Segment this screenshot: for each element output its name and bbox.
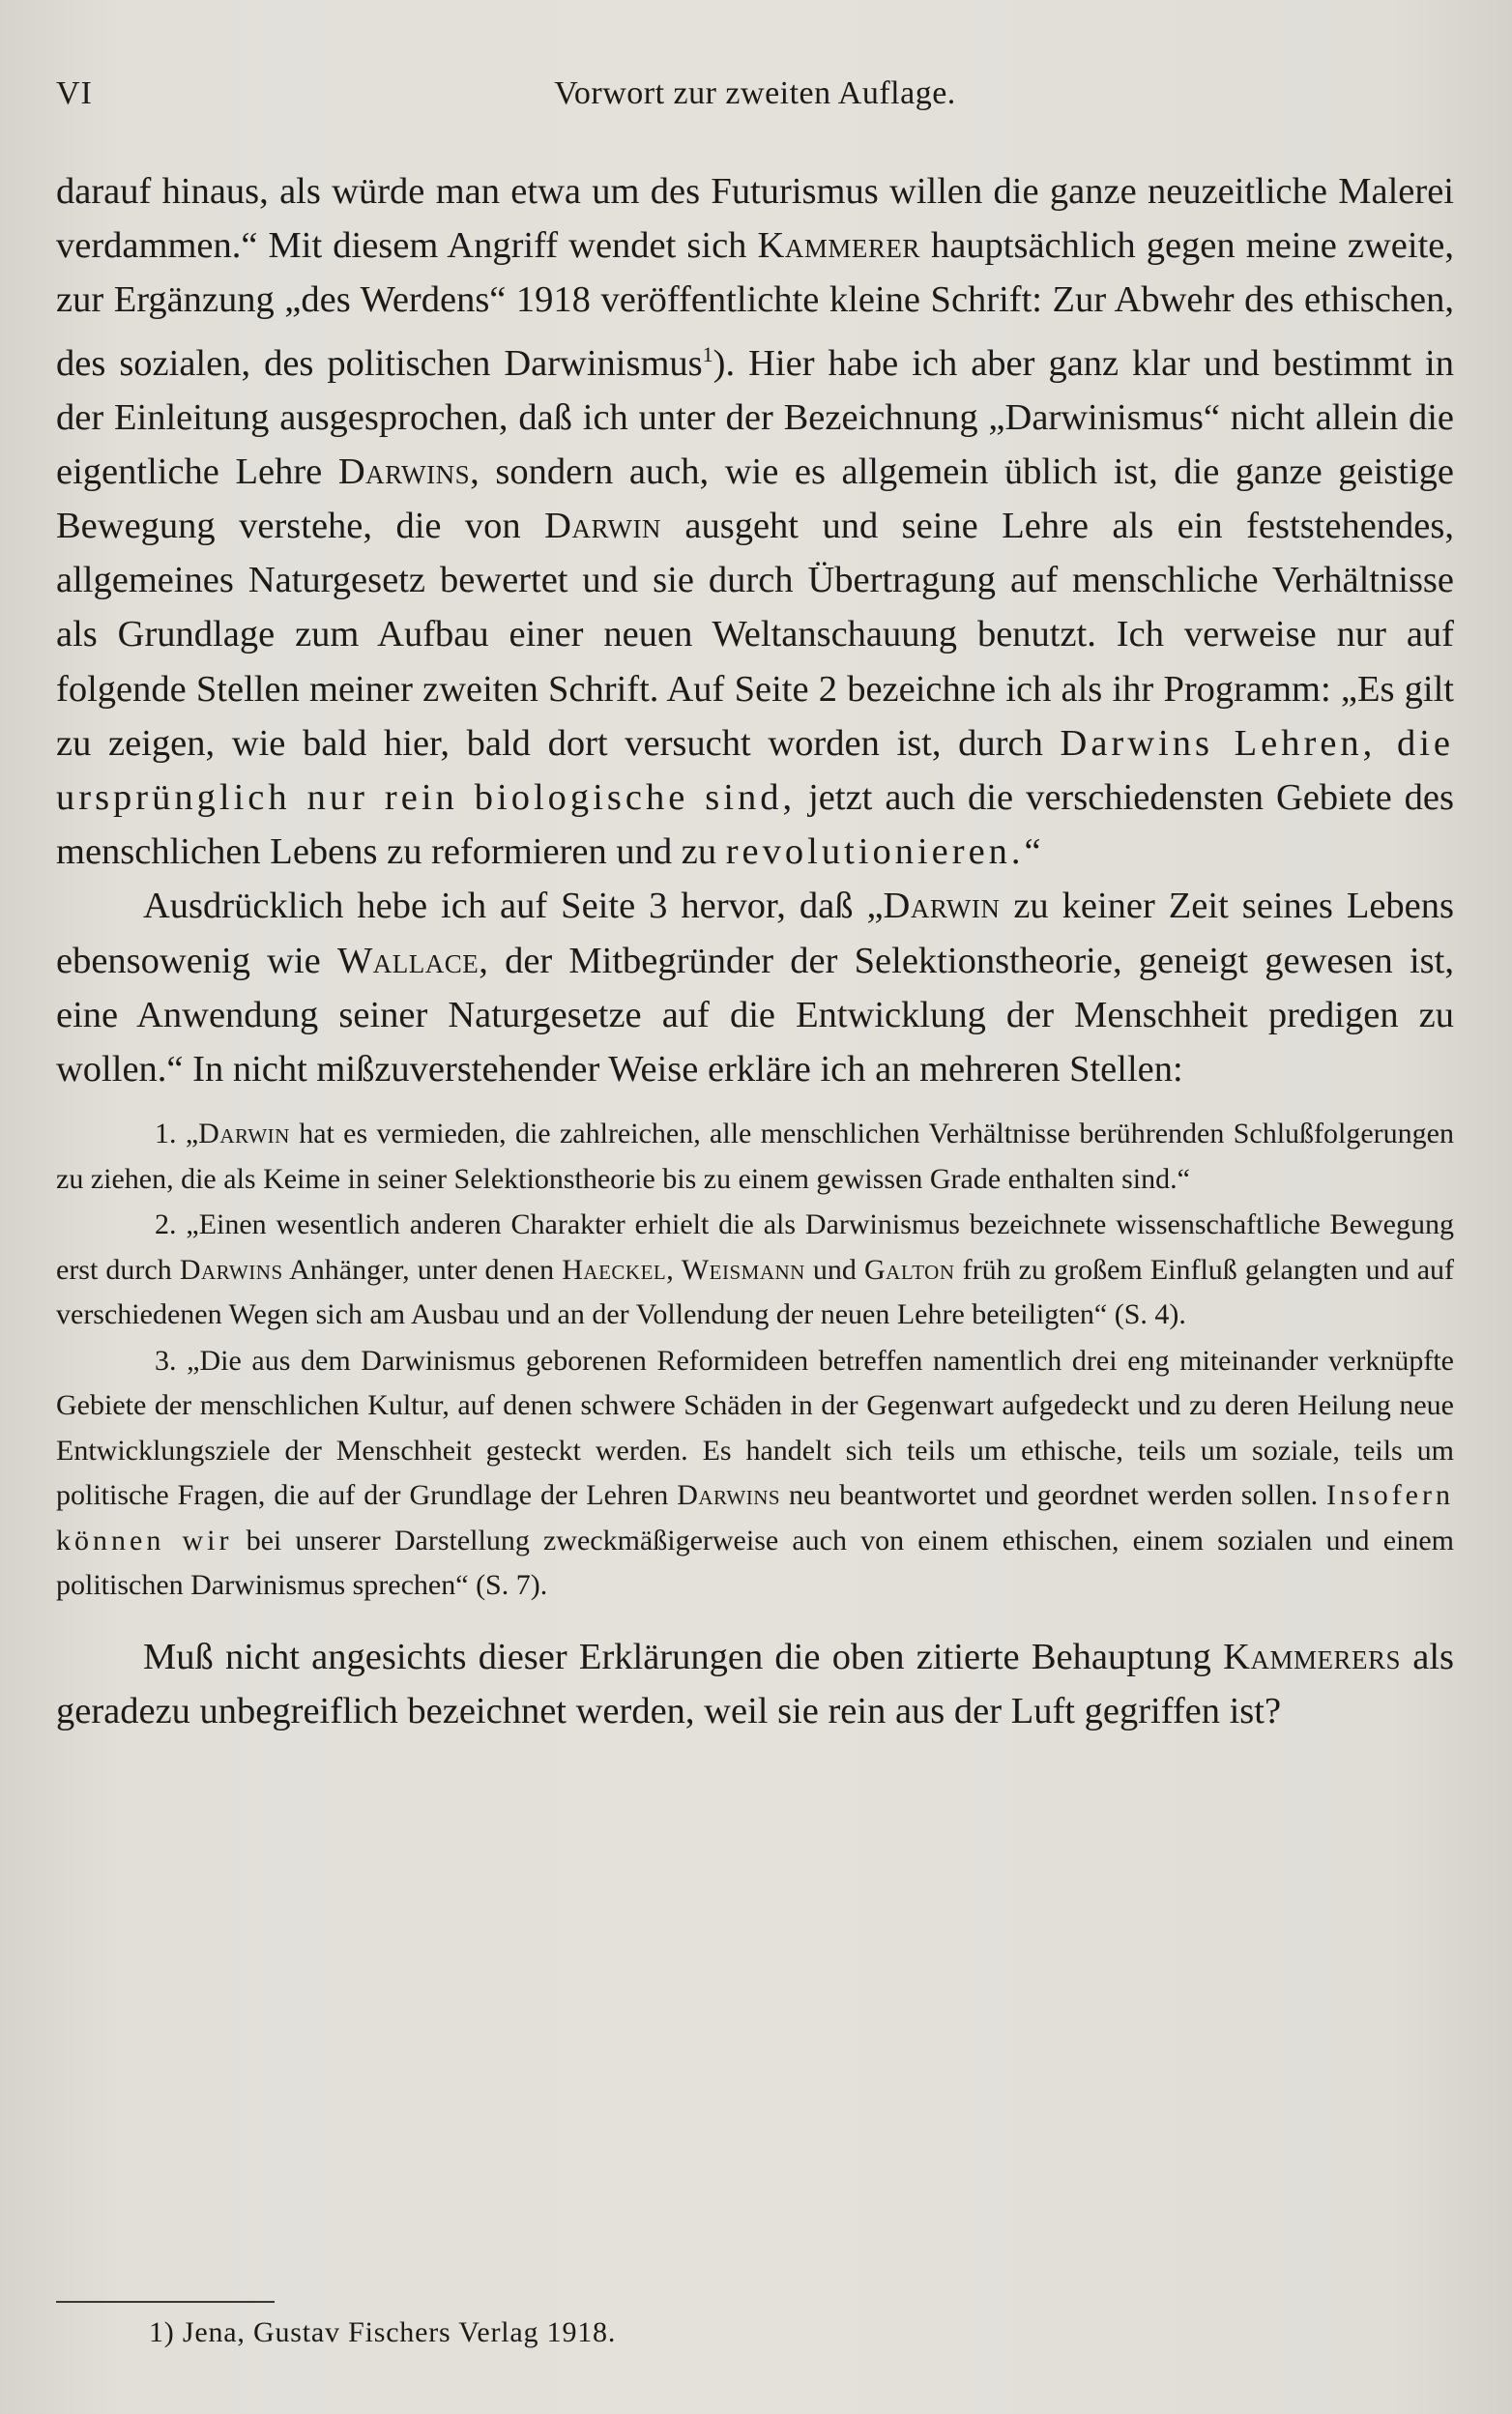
- text-run: 2. „Einen wesentlich anderen Charakter erhielt die als Darwinismus bezeichnete wissenschaftliche Bewegung erst durch: [56, 1208, 1454, 1286]
- quote-1: [56, 1112, 1454, 1202]
- text-run: und: [804, 1253, 864, 1286]
- footnote-rule: [56, 2301, 275, 2303]
- quote-2: [56, 1203, 1454, 1338]
- author-name-kammerer: Kammerer: [757, 225, 920, 267]
- author-name-galton: Galton: [864, 1253, 955, 1286]
- author-name-darwin: Darwin: [883, 886, 1001, 927]
- text-run: ,: [666, 1253, 682, 1286]
- author-name-darwin: Darwin: [544, 506, 661, 547]
- spaced-emphasis: Darwins Lehren, die ursprünglich nur rein biologische sind,: [56, 722, 1455, 819]
- text-run: Muß nicht angesichts dieser Erklärungen die oben zitierte Behauptung: [143, 1636, 1224, 1677]
- quote-3: [56, 1339, 1454, 1609]
- page-number: VI: [56, 75, 93, 111]
- text-run: “: [1024, 831, 1041, 873]
- text-run: zu keiner Zeit seines Lebens ebensowenig wie: [56, 886, 1454, 981]
- text-run: neu beantwortet und geordnet werden sollen.: [780, 1479, 1327, 1512]
- page-header: [56, 75, 1454, 124]
- text-run: ausgeht und seine Lehre als ein feststehendes, allgemeines Naturgesetz bewertet und sie durch Übertragung auf menschliche Verhältnisse als Grundlage zum Aufbau einer neuen Weltanschauung benutzt. Ich verweise nur auf folgende Stellen meiner zweiten Schrift. Auf Seite 2 bezeichne ich als ihr Programm: „Es gilt zu zeigen, wie bald hier, bald dort versucht worden ist, durch: [56, 506, 1454, 764]
- author-name-wallace: Wallace: [336, 940, 480, 981]
- footnote: [149, 2313, 617, 2352]
- text-run: , der Mitbegründer der Selektionstheorie, geneigt gewesen ist, eine Anwendung seiner Naturgesetze auf die Entwicklung der Menschheit predigen zu wollen.“ In nicht mißzuverstehender Weise erkläre ich an mehreren Stellen:: [56, 940, 1454, 1091]
- author-name-darwins: Darwins: [677, 1479, 781, 1512]
- text-run: früh zu großem Einfluß gelangten und auf verschiedenen Wegen sich am Ausbau und an der Vollendung der neuen Lehre beteiligten“ (S. 4).: [56, 1253, 1455, 1331]
- quoted-passages: [56, 1112, 1454, 1609]
- text-run: ). Hier habe ich aber ganz klar und bestimmt in der Einleitung ausgesprochen, daß ich unter der Bezeichnung „Darwinismus“ nicht allein die eigentliche Lehre: [56, 342, 1454, 492]
- footnote-text: Jena, Gustav Fischers Verlag 1918.: [182, 2316, 617, 2348]
- text-run: Ausdrücklich hebe ich auf Seite 3 hervor, daß „: [143, 886, 884, 927]
- author-name-darwins: Darwins: [337, 451, 471, 492]
- footnote-marker: 1): [149, 2316, 175, 2348]
- text-run: Anhänger, unter denen: [282, 1253, 563, 1286]
- author-name-darwin: Darwin: [198, 1118, 290, 1150]
- text-run: 1. „: [155, 1118, 199, 1150]
- spaced-emphasis: Insofern können wir: [56, 1479, 1454, 1556]
- text-run: 3. „Die aus dem Darwinismus geborenen Reformideen betreffen namentlich drei eng miteinander verknüpfte Gebiete der menschlichen Kultur, auf denen schwere Schäden in der Gegenwart aufgedeckt und zu deren Heilung neue Entwicklungsziele der Menschheit gesteckt werden. Es handelt sich teils um ethische, teils um soziale, teils um politische Fragen, die auf der Grundlage der Lehren: [56, 1344, 1454, 1512]
- text-run: jetzt auch die verschiedensten Gebiete des menschlichen Lebens zu reformieren und zu: [56, 777, 1454, 873]
- author-name-weismann: Weismann: [681, 1253, 805, 1286]
- text-run: bei unserer Darstellung zweckmäßigerweise auch von einem ethischen, einem sozialen und einem politischen Darwinismus sprechen“ (S. 7).: [56, 1524, 1454, 1602]
- text-run: hauptsächlich gegen meine zweite, zur Ergänzung „des Werdens“ 1918 veröffentlichte kleine Schrift: Zur Abwehr des ethischen, des sozialen, des politischen Darwinismus: [56, 225, 1454, 384]
- author-name-darwins: Darwins: [179, 1253, 283, 1286]
- main-text: [56, 164, 1454, 1738]
- text-run: als geradezu unbegreiflich bezeichnet werden, weil sie rein aus der Luft gegriffen ist?: [56, 1636, 1454, 1731]
- text-run: , sondern auch, wie es allgemein üblich ist, die ganze geistige Bewegung verstehe, die von: [56, 451, 1455, 547]
- author-name-kammerers: Kammerers: [1223, 1636, 1401, 1677]
- spaced-emphasis: revolutionieren.: [725, 831, 1025, 873]
- paragraph-3: [56, 1630, 1454, 1738]
- paragraph-1: [56, 164, 1454, 879]
- paragraph-2: [56, 879, 1454, 1096]
- text-run: hat es vermieden, die zahlreichen, alle menschlichen Verhältnisse berührenden Schlußfolgerungen zu ziehen, die als Keime in seiner Selektionstheorie bis zu einem gewissen Grade enthalten sind.“: [56, 1118, 1454, 1195]
- running-title: Vorwort zur zweiten Auflage.: [554, 75, 956, 111]
- footnote-reference: 1: [702, 341, 713, 366]
- text-run: darauf hinaus, als würde man etwa um des Futurismus willen die ganze neuzeitliche Malerei verdammen.“ Mit diesem Angriff wendet sich: [56, 171, 1454, 267]
- author-name-haeckel: Haeckel: [562, 1253, 667, 1286]
